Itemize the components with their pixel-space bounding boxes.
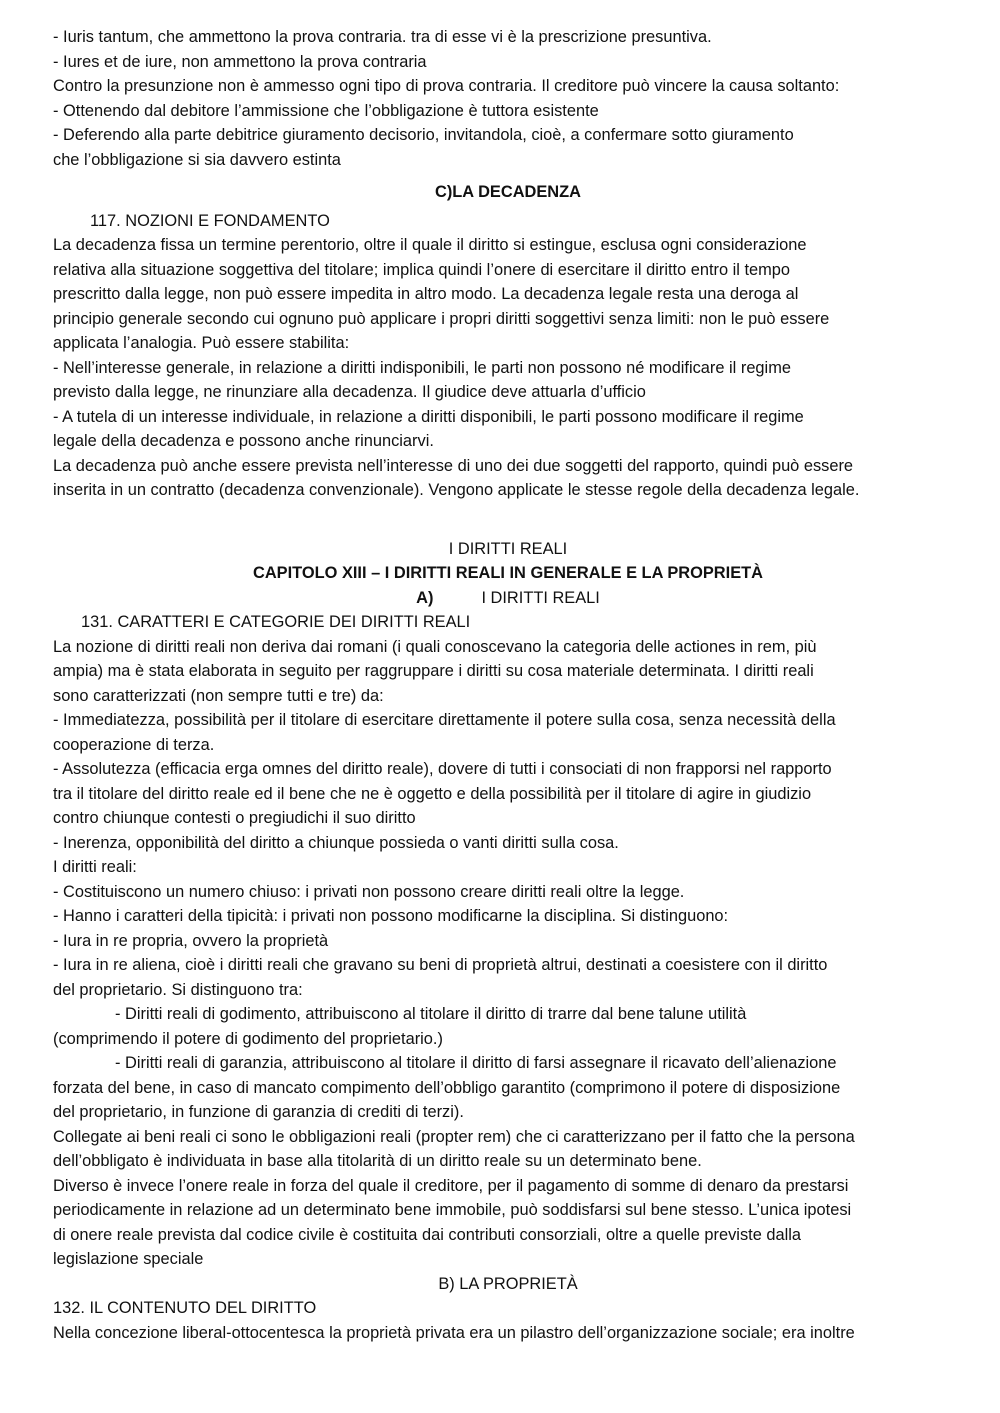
- text-line: previsto dalla legge, ne rinunziare alla decadenza. Il giudice deve attuarla d’ufficio: [53, 383, 646, 401]
- section-heading-decadenza: C)LA DECADENZA: [435, 183, 581, 201]
- text-line: periodicamente in relazione ad un determinato bene immobile, può soddisfarsi sul bene stesso. L’unica ipotesi: [53, 1201, 852, 1219]
- text-line: - Iura in re aliena, cioè i diritti reali che gravano su beni di proprietà altrui, destinati a coesistere con il diritto: [53, 956, 828, 974]
- text-line: di onere reale prevista dal codice civile è costituita dai contributi consorziali, oltre a quelle previste dalla: [53, 1225, 801, 1244]
- text-line: tra il titolare del diritto reale ed il bene che ne è oggetto e della possibilità per il titolare di agire in giudizio: [53, 784, 812, 803]
- text-line: inserita in un contratto (decadenza convenzionale). Vengono applicate le stesse regole della decadenza legale.: [53, 481, 860, 499]
- text-line: cooperazione di terza.: [53, 735, 215, 754]
- text-line: - Iura in re propria, ovvero la proprietà: [53, 931, 329, 950]
- text-line: che l’obbligazione si sia davvero estinta: [53, 150, 341, 169]
- text-line: contro chiunque contesti o pregiudichi il suo diritto: [53, 809, 416, 827]
- text-line: I diritti reali:: [53, 858, 137, 876]
- text-line: - Nell’interesse generale, in relazione a diritti indisponibili, le parti non possono né modificare il regime: [53, 358, 791, 377]
- text-line: forzata del bene, in caso di mancato compimento dell’obbligo garantito (comprimono il potere di disposizione: [53, 1078, 841, 1097]
- part-title: I DIRITTI REALI: [448, 539, 568, 558]
- text-line: - Costituiscono un numero chiuso: i privati non possono creare diritti reali oltre la legge.: [53, 882, 685, 901]
- subsection-title-131: 131. CARATTERI E CATEGORIE DEI DIRITTI REALI: [81, 613, 471, 631]
- text-line: La decadenza fissa un termine perentorio, oltre il quale il diritto si estingue, esclusa ogni considerazione: [53, 236, 807, 254]
- text-line: La nozione di diritti reali non deriva dai romani (i quali conoscevano la categoria delle actiones in rem, più: [53, 637, 817, 656]
- text-line: - Hanno i caratteri della tipicità: i privati non possono modificarne la disciplina. Si distinguono:: [53, 907, 729, 925]
- text-line: legale della decadenza e possono anche rinunciarvi.: [53, 432, 434, 450]
- text-line: Nella concezione liberal-ottocentesca la proprietà privata era un pilastro dell’organizzazione sociale; era inoltre: [53, 1323, 855, 1342]
- text-line: dell’obbligato è individuata in base alla titolarità di un diritto reale su un determinato bene.: [53, 1152, 702, 1170]
- text-line: sono caratterizzati (non sempre tutti e tre) da:: [53, 686, 384, 705]
- text-line: del proprietario, in funzione di garanzia di crediti di terzi).: [53, 1103, 464, 1121]
- text-line: ampia) ma è stata elaborata in seguito per raggruppare i diritti su cosa materiale determinata. I diritti reali: [53, 662, 814, 680]
- text-line: - Iuris tantum, che ammettono la prova contraria. tra di esse vi è la prescrizione presuntiva.: [53, 28, 712, 46]
- text-line: - Assolutezza (efficacia erga omnes del diritto reale), dovere di tutti i consociati di non frapporsi nel rapporto: [53, 760, 832, 778]
- text-line: Diverso è invece l’onere reale in forza del quale il creditore, per il pagamento di somme di denaro da prestarsi: [53, 1176, 849, 1195]
- text-line: (comprimendo il potere di godimento del proprietario.): [53, 1029, 443, 1048]
- document-page: [53, 25, 963, 1345]
- text-line: - Inerenza, opponibilità del diritto a chiunque possieda o vanti diritti sulla cosa.: [53, 833, 619, 852]
- subsection-title-117: 117. NOZIONI E FONDAMENTO: [90, 211, 330, 230]
- text-line: Collegate ai beni reali ci sono le obbligazioni reali (propter rem) che ci caratterizzano per il fatto che la persona: [53, 1127, 855, 1146]
- text-line: legislazione speciale: [53, 1250, 204, 1268]
- text-line: del proprietario. Si distinguono tra:: [53, 980, 303, 999]
- subheading-diritti-reali: [53, 586, 963, 611]
- text-line: applicata l’analogia. Può essere stabilita:: [53, 334, 350, 352]
- subheading-letter: A): [416, 588, 434, 607]
- text-line: prescritto dalla legge, non può essere impedita in altro modo. La decadenza legale resta una deroga al: [53, 285, 799, 303]
- section-heading-proprieta: B) LA PROPRIETÀ: [438, 1274, 578, 1293]
- text-line: principio generale secondo cui ognuno può applicare i propri diritti soggettivi senza limiti: non le può essere: [53, 309, 830, 328]
- chapter-title: CAPITOLO XIII – I DIRITTI REALI IN GENERALE E LA PROPRIETÀ: [253, 564, 763, 582]
- text-line: La decadenza può anche essere prevista nell’interesse di uno dei due soggetti del rapporto, quindi può essere: [53, 456, 854, 475]
- text-line: - Iures et de iure, non ammettono la prova contraria: [53, 52, 427, 71]
- text-line: - A tutela di un interesse individuale, in relazione a diritti disponibili, le parti possono modificare il regime: [53, 407, 804, 426]
- subsection-title-132: 132. IL CONTENUTO DEL DIRITTO: [53, 1299, 317, 1317]
- text-line: - Deferendo alla parte debitrice giuramento decisorio, invitandola, cioè, a confermare sotto giuramento: [53, 126, 794, 144]
- text-line: - Immediatezza, possibilità per il titolare di esercitare direttamente il potere sulla cosa, senza necessità della: [53, 711, 836, 729]
- subheading-text: I DIRITTI REALI: [481, 588, 600, 607]
- text-line: relativa alla situazione soggettiva del titolare; implica quindi l’onere di esercitare il diritto entro il tempo: [53, 260, 791, 279]
- text-line: - Diritti reali di godimento, attribuiscono al titolare il diritto di trarre dal bene talune utilità: [115, 1005, 747, 1023]
- text-line: Contro la presunzione non è ammesso ogni tipo di prova contraria. Il creditore può vincere la causa soltanto:: [53, 77, 840, 95]
- text-line: - Diritti reali di garanzia, attribuiscono al titolare il diritto di farsi assegnare il ricavato dell’alienazione: [115, 1054, 837, 1072]
- text-line: - Ottenendo dal debitore l’ammissione che l’obbligazione è tuttora esistente: [53, 101, 599, 120]
